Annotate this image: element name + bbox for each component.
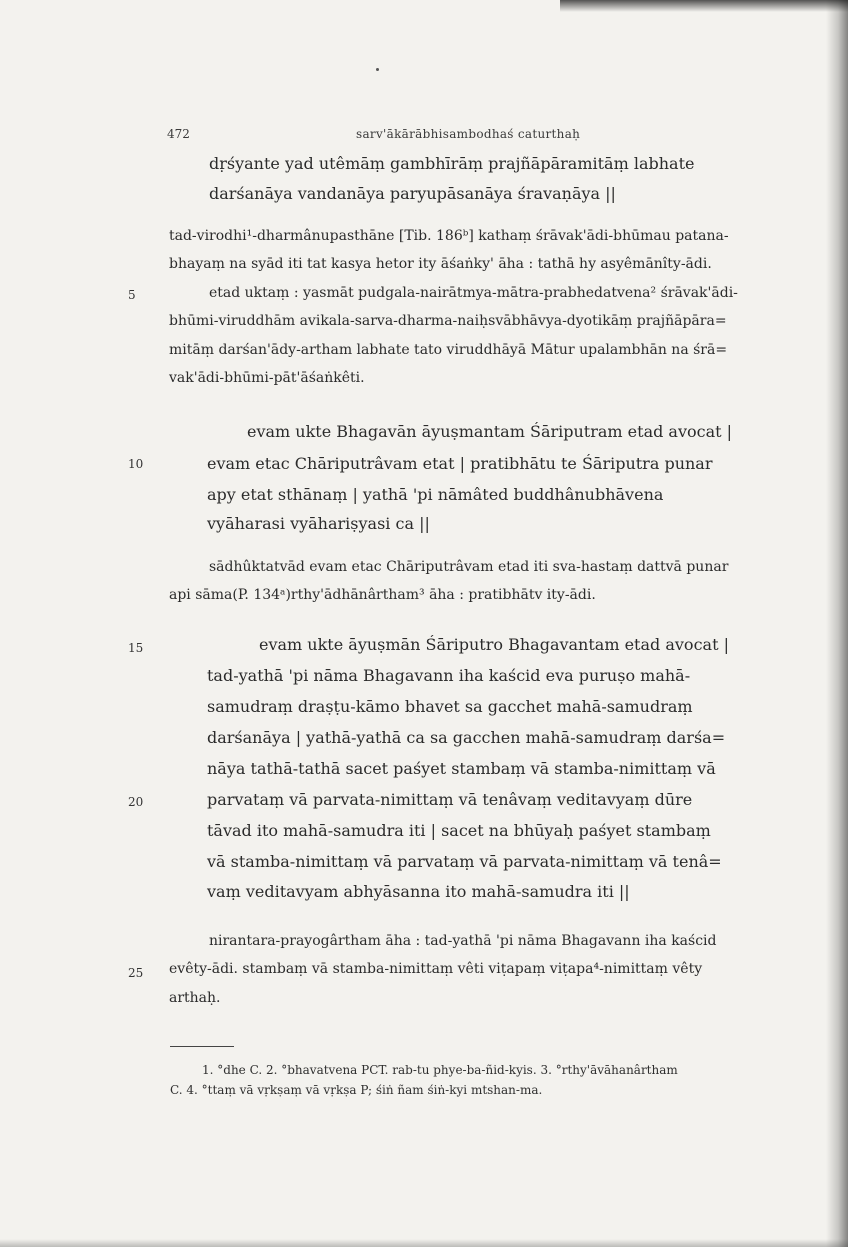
verse-line: tad-yathā 'pi nāma Bhagavann iha kaścid eva puruṣo mahā- — [207, 666, 691, 685]
footnote-line: 1. °dhe C. 2. °bhavatvena PCT. rab-tu phye-ba-ñid-kyis. 3. °rthy'āvāhanârtham — [202, 1063, 678, 1077]
running-title: sarv'ākārābhisambodhaś caturthaḥ — [356, 127, 581, 141]
verse-line: vaṃ veditavyam abhyāsanna ito mahā-samudra iti || — [207, 882, 630, 901]
text-line: nirantara-prayogârtham āha : tad-yathā 'pi nāma Bhagavann iha kaścid — [209, 933, 717, 949]
page-shadow-top — [560, 0, 848, 12]
text-line: dṛśyante yad utêmāṃ gambhīrāṃ prajñāpāramitāṃ labhate — [209, 154, 695, 173]
line-number: 15 — [128, 641, 144, 655]
text-line: bhayaṃ na syād iti tat kasya hetor ity āśaṅky' āha : tathā hy asyêmānîty-ādi. — [169, 256, 712, 272]
verse-line: samudraṃ draṣṭu-kāmo bhavet sa gacchet mahā-samudraṃ — [207, 697, 693, 716]
footnote-rule — [170, 1046, 234, 1047]
text-line: api sāma(P. 134ᵃ)rthy'ādhānârtham³ āha : pratibhātv ity-ādi. — [169, 587, 596, 603]
text-line: darśanāya vandanāya paryupāsanāya śravaṇāya || — [209, 184, 616, 203]
footnote-line: C. 4. °ttaṃ vā vṛkṣaṃ vā vṛkṣa P; śiṅ ñam śiṅ-kyi mtshan-ma. — [170, 1083, 543, 1097]
page-number: 472 — [167, 127, 190, 141]
text-line: mitāṃ darśan'ādy-artham labhate tato viruddhāyā Mātur upalambhān na śrā= — [169, 342, 728, 358]
line-number: 25 — [128, 966, 144, 980]
ink-speck — [376, 68, 379, 71]
text-line: vak'ādi-bhūmi-pāt'āśaṅkêti. — [169, 370, 365, 386]
verse-line: vā stamba-nimittaṃ vā parvataṃ vā parvata-nimittaṃ vā tenâ= — [207, 852, 722, 871]
page-shadow-bottom — [0, 1239, 848, 1247]
text-line: etad uktaṃ : yasmāt pudgala-nairātmya-mātra-prabhedatvena² śrāvak'ādi- — [209, 285, 738, 301]
page-shadow-right — [826, 0, 848, 1247]
text-line: evêty-ādi. stambaṃ vā stamba-nimittaṃ vêti viṭapaṃ viṭapa⁴-nimittaṃ vêty — [169, 961, 703, 977]
verse-line: evam ukte Bhagavān āyuṣmantam Śāriputram etad avocat | — [247, 422, 733, 441]
verse-line: apy etat sthānaṃ | yathā 'pi nāmâted buddhânubhāvena — [207, 485, 664, 504]
text-line: tad-virodhi¹-dharmânupasthāne [Tib. 186ᵇ] kathaṃ śrāvak'ādi-bhūmau patana- — [169, 228, 729, 244]
line-number: 10 — [128, 457, 144, 471]
text-line: sādhûktatvād evam etac Chāriputrâvam etad iti sva-hastaṃ dattvā punar — [209, 559, 729, 575]
verse-line: evam etac Chāriputrâvam etat | pratibhātu te Śāriputra punar — [207, 454, 713, 473]
text-line: arthaḥ. — [169, 990, 221, 1006]
line-number: 20 — [128, 795, 144, 809]
verse-line: vyāharasi vyāhariṣyasi ca || — [207, 514, 430, 533]
verse-line: parvataṃ vā parvata-nimittaṃ vā tenâvaṃ veditavyaṃ dūre — [207, 790, 693, 809]
line-number: 5 — [128, 288, 136, 302]
text-line: bhūmi-viruddhām avikala-sarva-dharma-naiḥsvābhāvya-dyotikāṃ prajñāpāra= — [169, 313, 727, 329]
verse-line: darśanāya | yathā-yathā ca sa gacchen mahā-samudraṃ darśa= — [207, 728, 726, 747]
verse-line: nāya tathā-tathā sacet paśyet stambaṃ vā stamba-nimittaṃ vā — [207, 759, 716, 778]
verse-line: evam ukte āyuṣmān Śāriputro Bhagavantam etad avocat | — [259, 635, 729, 654]
verse-line: tāvad ito mahā-samudra iti | sacet na bhūyaḥ paśyet stambaṃ — [207, 821, 711, 840]
